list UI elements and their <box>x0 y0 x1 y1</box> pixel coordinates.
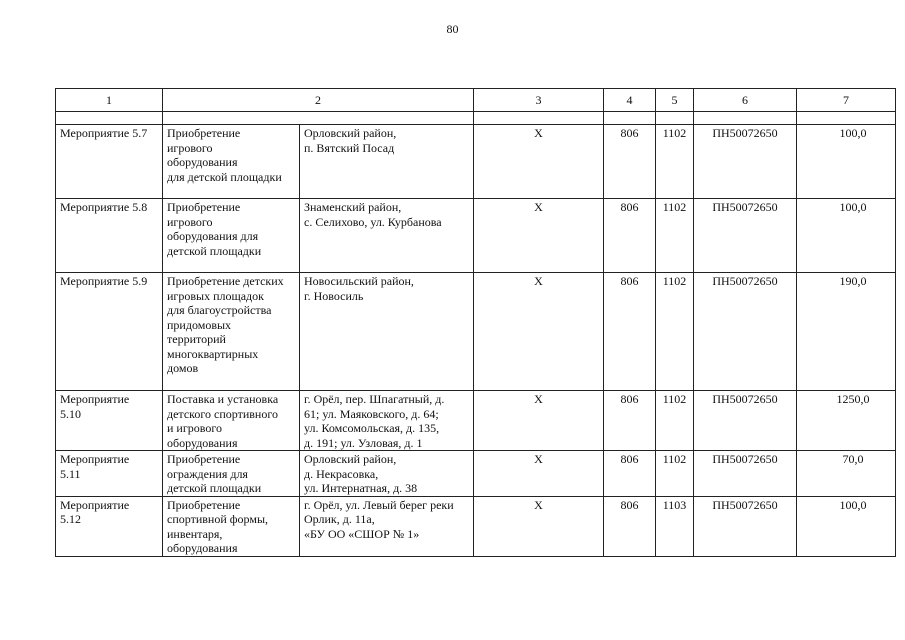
col7-cell: 190,0 <box>797 273 896 391</box>
header-row <box>56 89 896 112</box>
col3-cell: Х <box>474 199 604 273</box>
place-cell: Новосильский район, г. Новосиль <box>300 273 474 391</box>
table-row <box>56 496 896 556</box>
col4-cell: 806 <box>604 273 656 391</box>
col3-cell: Х <box>474 273 604 391</box>
name-cell: Приобретение игрового оборудования для детской площадки <box>163 199 300 273</box>
col5-cell: 1102 <box>656 391 694 451</box>
name-cell: Приобретение ограждения для детской площадки <box>163 451 300 497</box>
table-row <box>56 451 896 497</box>
header-cell-7: 7 <box>797 89 896 112</box>
col3-cell: Х <box>474 391 604 451</box>
header-cell-5: 5 <box>656 89 694 112</box>
col7-cell: 100,0 <box>797 496 896 556</box>
event-cell: Мероприятие 5.7 <box>56 125 163 199</box>
col7-cell: 100,0 <box>797 125 896 199</box>
col5-cell: 1102 <box>656 451 694 497</box>
table-row <box>56 125 896 199</box>
col6-cell: ПН50072650 <box>694 451 797 497</box>
col7-cell: 1250,0 <box>797 391 896 451</box>
col6-cell: ПН50072650 <box>694 199 797 273</box>
col6-cell: ПН50072650 <box>694 273 797 391</box>
col6-cell: ПН50072650 <box>694 391 797 451</box>
col5-cell: 1102 <box>656 125 694 199</box>
col4-cell: 806 <box>604 391 656 451</box>
name-cell: Приобретение спортивной формы, инвентаря, оборудования <box>163 496 300 556</box>
place-cell: г. Орёл, пер. Шпагатный, д. 61; ул. Маяковского, д. 64; ул. Комсомольская, д. 135, д. 191; ул. Узловая, д. 1 <box>300 391 474 451</box>
table-row <box>56 199 896 273</box>
col4-cell: 806 <box>604 496 656 556</box>
col7-cell: 100,0 <box>797 199 896 273</box>
col3-cell: Х <box>474 125 604 199</box>
header-cell-2: 2 <box>163 89 474 112</box>
col7-cell: 70,0 <box>797 451 896 497</box>
col4-cell: 806 <box>604 451 656 497</box>
table-row <box>56 273 896 391</box>
table-row <box>56 391 896 451</box>
place-cell: Орловский район, п. Вятский Посад <box>300 125 474 199</box>
place-cell: г. Орёл, ул. Левый берег реки Орлик, д. 11а, «БУ ОО «СШОР № 1» <box>300 496 474 556</box>
col6-cell: ПН50072650 <box>694 496 797 556</box>
col5-cell: 1103 <box>656 496 694 556</box>
name-cell: Приобретение детских игровых площадок для благоустройства придомовых территорий многоквартирных домов <box>163 273 300 391</box>
col6-cell: ПН50072650 <box>694 125 797 199</box>
page-number: 80 <box>446 22 459 36</box>
col3-cell: Х <box>474 496 604 556</box>
place-cell: Орловский район, д. Некрасовка, ул. Интернатная, д. 38 <box>300 451 474 497</box>
spacer-row <box>56 112 896 125</box>
col4-cell: 806 <box>604 199 656 273</box>
event-cell: Мероприятие 5.8 <box>56 199 163 273</box>
header-cell-6: 6 <box>694 89 797 112</box>
col4-cell: 806 <box>604 125 656 199</box>
col3-cell: Х <box>474 451 604 497</box>
event-cell: Мероприятие 5.11 <box>56 451 163 497</box>
col5-cell: 1102 <box>656 273 694 391</box>
header-cell-1: 1 <box>56 89 163 112</box>
name-cell: Поставка и установка детского спортивного и игрового оборудования <box>163 391 300 451</box>
col5-cell: 1102 <box>656 199 694 273</box>
event-cell: Мероприятие 5.9 <box>56 273 163 391</box>
place-cell: Знаменский район, с. Селихово, ул. Курбанова <box>300 199 474 273</box>
event-cell: Мероприятие 5.10 <box>56 391 163 451</box>
header-cell-3: 3 <box>474 89 604 112</box>
budget-table <box>55 88 896 557</box>
event-cell: Мероприятие 5.12 <box>56 496 163 556</box>
name-cell: Приобретение игрового оборудования для детской площадки <box>163 125 300 199</box>
header-cell-4: 4 <box>604 89 656 112</box>
